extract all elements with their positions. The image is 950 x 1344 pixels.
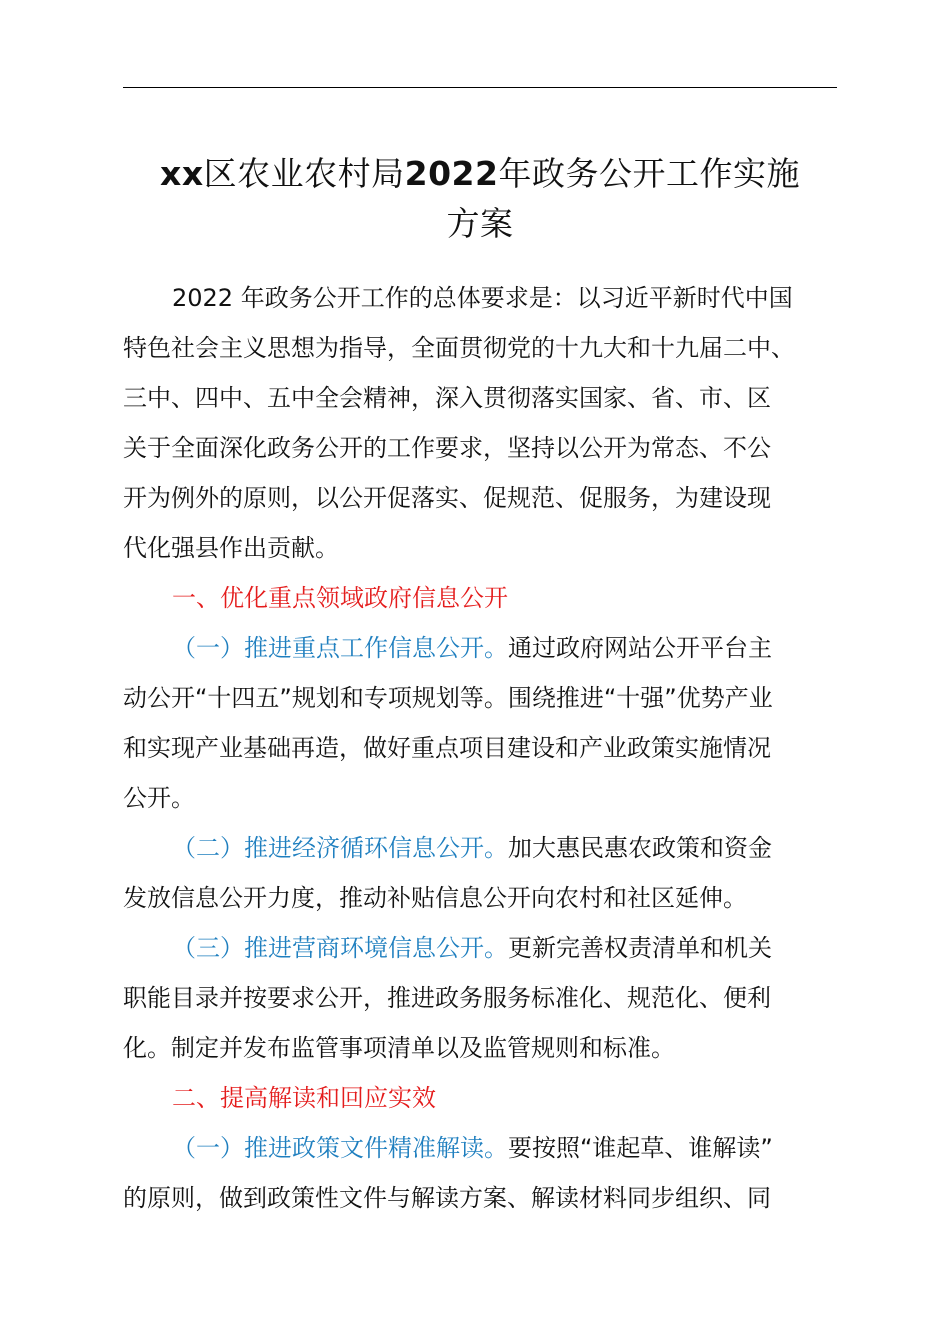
subsection-title: （二）推进经济循环信息公开。: [172, 834, 508, 862]
title-year: 2022: [404, 154, 499, 193]
intro-line: 代化强县作出贡献。: [123, 534, 339, 562]
section-heading: 二、提高解读和回应实效: [172, 1084, 436, 1112]
document-title-line-1: [110, 148, 850, 200]
paragraph-line: 发放信息公开力度，推动补贴信息公开向农村和社区延伸。: [123, 884, 747, 912]
intro-line: 特色社会主义思想为指导，全面贯彻党的十九大和十九届二中、: [123, 334, 795, 362]
paragraph-line: 和实现产业基础再造，做好重点项目建设和产业政策实施情况: [123, 734, 771, 762]
paragraph-text: 更新完善权责清单和机关: [508, 934, 772, 962]
paragraph-text: 通过政府网站公开平台主: [508, 634, 772, 662]
section-heading: 一、优化重点领域政府信息公开: [172, 584, 508, 612]
title-subject: 年政务公开工作实施: [498, 154, 800, 193]
title-prefix: xx: [160, 154, 204, 193]
paragraph-text: 加大惠民惠农政策和资金: [508, 834, 772, 862]
document-title-line-2: 方案: [446, 204, 514, 243]
title-org: 区农业农村局: [203, 154, 405, 193]
header-rule: [123, 87, 837, 88]
paragraph-line: [172, 631, 772, 665]
subsection-title: （一）推进重点工作信息公开。: [172, 634, 508, 662]
paragraph-line: 化。制定并发布监管事项清单以及监管规则和标准。: [123, 1034, 675, 1062]
subsection-title: （一）推进政策文件精准解读。: [172, 1134, 508, 1162]
paragraph-line: 动公开“十四五”规划和专项规划等。围绕推进“十强”优势产业: [123, 684, 773, 712]
intro-line: 2022 年政务公开工作的总体要求是：以习近平新时代中国: [172, 284, 793, 312]
paragraph-text: 要按照“谁起草、谁解读”: [508, 1134, 773, 1162]
paragraph-line: 公开。: [123, 784, 195, 812]
intro-line: 三中、四中、五中全会精神，深入贯彻落实国家、省、市、区: [123, 384, 771, 412]
paragraph-line: [172, 931, 772, 965]
intro-line: 关于全面深化政务公开的工作要求，坚持以公开为常态、不公: [123, 434, 771, 462]
paragraph-line: 的原则，做到政策性文件与解读方案、解读材料同步组织、同: [123, 1184, 771, 1212]
paragraph-line: [172, 1131, 773, 1165]
intro-line: 开为例外的原则，以公开促落实、促规范、促服务，为建设现: [123, 484, 771, 512]
subsection-title: （三）推进营商环境信息公开。: [172, 934, 508, 962]
paragraph-line: [172, 831, 772, 865]
paragraph-line: 职能目录并按要求公开，推进政务服务标准化、规范化、便利: [123, 984, 771, 1012]
